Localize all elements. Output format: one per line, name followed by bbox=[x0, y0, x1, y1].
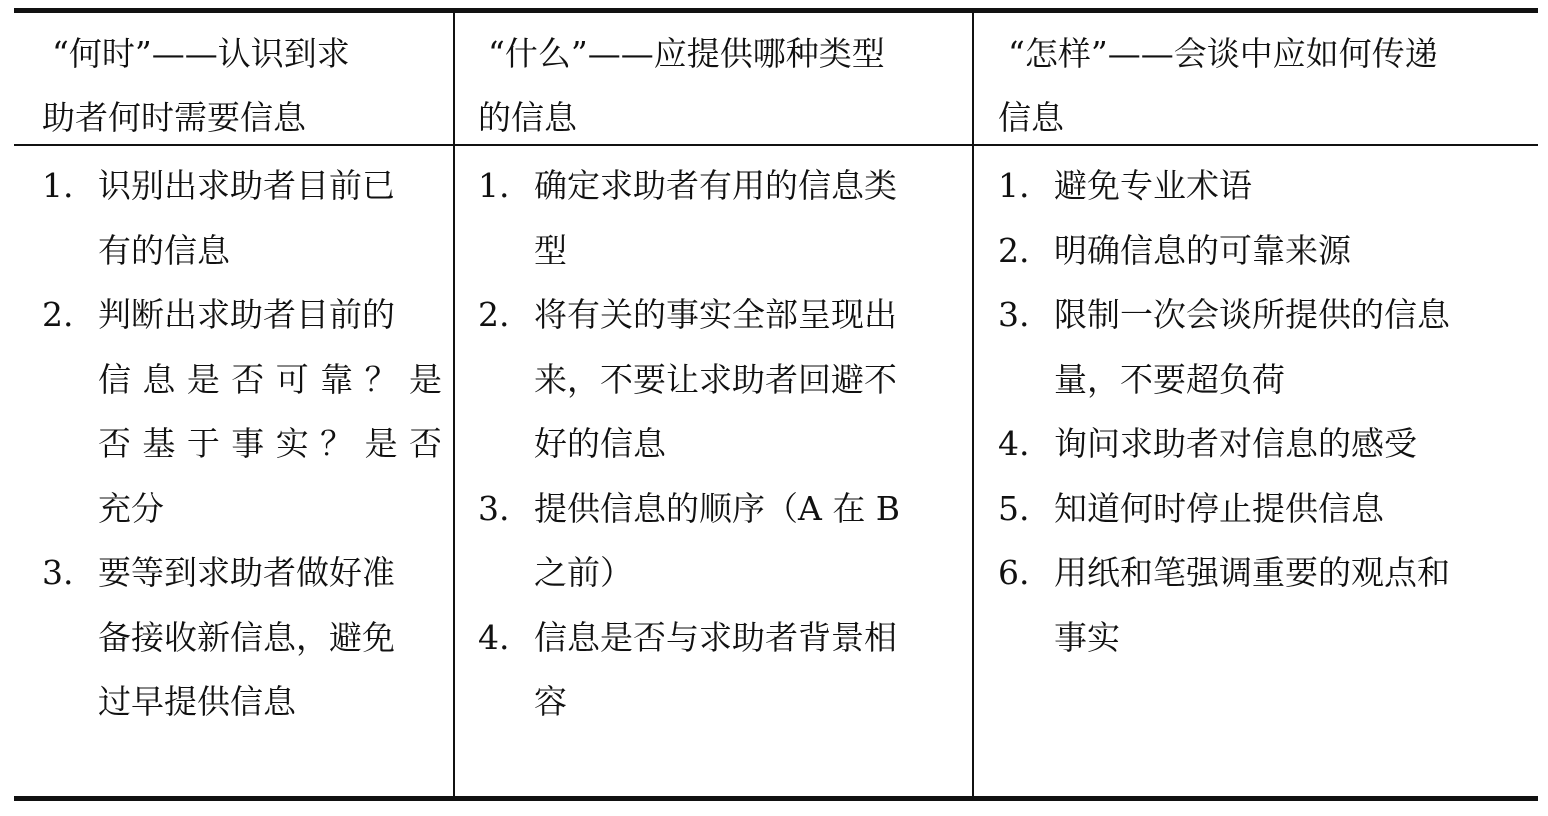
item-line: 过早提供信息 bbox=[98, 682, 296, 721]
header-line: 的信息 bbox=[478, 98, 577, 137]
item-line: 之前） bbox=[534, 553, 633, 592]
list-item bbox=[42, 154, 442, 283]
item-line: 要等到求助者做好准 bbox=[98, 553, 395, 592]
item-line: 型 bbox=[534, 230, 567, 270]
header-when bbox=[42, 22, 442, 150]
list-item bbox=[42, 283, 442, 541]
list-item bbox=[478, 477, 958, 606]
item-line: 信息是否与求助者背景相 bbox=[534, 617, 897, 657]
item-number: 5. bbox=[998, 488, 1030, 528]
item-number: 2. bbox=[998, 230, 1030, 270]
list-item bbox=[998, 412, 1528, 477]
table-top-rule bbox=[14, 8, 1538, 13]
item-number: 1. bbox=[998, 166, 1030, 205]
item-number: 3. bbox=[998, 295, 1030, 334]
item-number: 6. bbox=[998, 553, 1030, 592]
header-line: “什么”——应提供哪种类型 bbox=[488, 34, 885, 73]
item-line: 充分 bbox=[98, 488, 164, 528]
item-line: 备接收新信息，避免 bbox=[98, 617, 395, 657]
item-line: 提供信息的顺序（A 在 B bbox=[534, 488, 901, 528]
item-number: 3. bbox=[478, 488, 510, 528]
header-how bbox=[998, 22, 1528, 150]
column-how-body bbox=[998, 154, 1528, 670]
item-line: 限制一次会谈所提供的信息 bbox=[1054, 295, 1450, 334]
item-line: 识别出求助者目前已 bbox=[98, 166, 395, 205]
header-line: “何时”——认识到求 bbox=[52, 34, 350, 73]
item-number: 2. bbox=[42, 295, 74, 334]
item-line: 用纸和笔强调重要的观点和 bbox=[1054, 553, 1450, 592]
header-what bbox=[478, 22, 958, 150]
item-line: 确定求助者有用的信息类 bbox=[534, 166, 897, 205]
list-item bbox=[998, 219, 1528, 284]
item-line: 好的信息 bbox=[534, 424, 666, 463]
item-line: 量，不要超负荷 bbox=[1054, 359, 1285, 399]
item-line: 将有关的事实全部呈现出 bbox=[534, 295, 897, 334]
header-line: “怎样”——会谈中应如何传递 bbox=[1008, 34, 1438, 73]
column-divider-1 bbox=[453, 13, 455, 796]
header-line: 助者何时需要信息 bbox=[42, 98, 306, 137]
item-number: 2. bbox=[478, 295, 510, 334]
item-number: 3. bbox=[42, 553, 74, 592]
item-line: 来，不要让求助者回避不 bbox=[534, 359, 897, 399]
list-item bbox=[478, 606, 958, 735]
item-line: 询问求助者对信息的感受 bbox=[1054, 424, 1417, 463]
item-number: 4. bbox=[478, 617, 510, 657]
list-item bbox=[478, 283, 958, 477]
item-line: 明确信息的可靠来源 bbox=[1054, 230, 1351, 270]
item-number: 1. bbox=[478, 166, 510, 205]
table-bottom-rule bbox=[14, 796, 1538, 801]
item-line: 有的信息 bbox=[98, 230, 230, 270]
item-line: 知道何时停止提供信息 bbox=[1054, 488, 1384, 528]
column-what-body bbox=[478, 154, 958, 735]
list-item bbox=[998, 154, 1528, 219]
item-line: 事实 bbox=[1054, 617, 1120, 657]
column-when-body bbox=[42, 154, 442, 735]
list-item bbox=[998, 283, 1528, 412]
item-number: 4. bbox=[998, 424, 1030, 463]
list-item bbox=[998, 541, 1528, 670]
item-line: 否基于事实？是否 bbox=[98, 424, 442, 463]
list-item bbox=[998, 477, 1528, 542]
item-line: 避免专业术语 bbox=[1054, 166, 1252, 205]
list-item bbox=[478, 154, 958, 283]
list-item bbox=[42, 541, 442, 735]
header-line: 信息 bbox=[998, 98, 1064, 137]
item-line: 判断出求助者目前的 bbox=[98, 295, 395, 334]
item-line: 容 bbox=[534, 682, 567, 721]
item-line: 信息是否可靠？是 bbox=[98, 359, 442, 399]
column-divider-2 bbox=[972, 13, 974, 796]
item-number: 1. bbox=[42, 166, 74, 205]
